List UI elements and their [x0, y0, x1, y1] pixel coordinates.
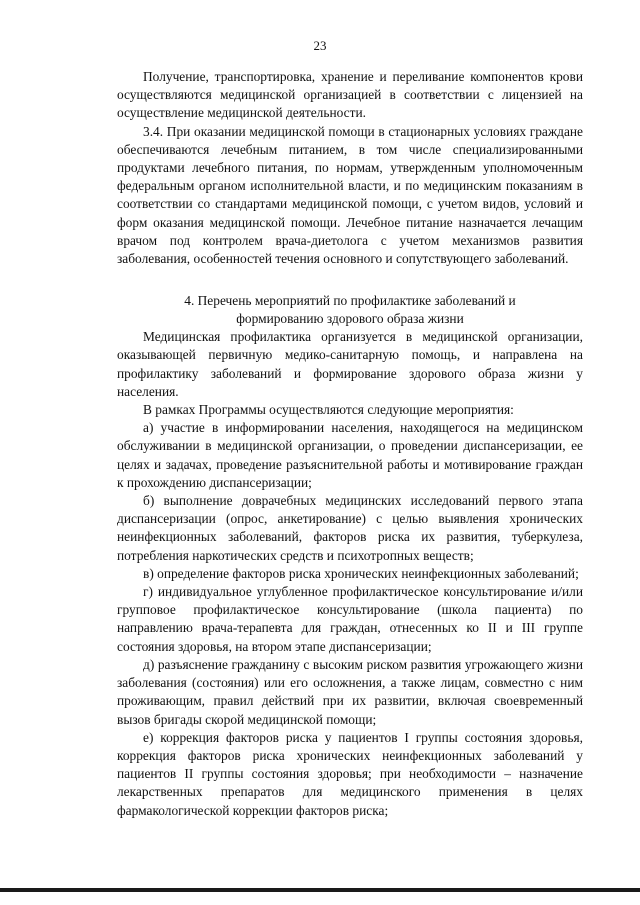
list-item-e: е) коррекция факторов риска у пациентов I группы состояния здоровья, коррекция факторов риска хронических неинфекционных заболеваний у пациентов II группы состояния здоровья; при необходимости – назначение лекарственных препаратов для медицинского применения в целях фармакологической коррекции факторов риска;	[117, 729, 583, 818]
paragraph-blood-components: Получение, транспортировка, хранение и переливание компонентов крови осуществляются медицинской организацией в соответствии с лицензией на осуществление медицинской деятельности.	[117, 69, 583, 121]
section-heading-line-1: 4. Перечень мероприятий по профилактике заболеваний и	[184, 293, 516, 309]
list-item-a: а) участие в информировании населения, находящегося на медицинском обслуживании в медицинской организации, о проведении диспансеризации, ее целях и задачах, проведение разъяснительной работы и мотивирование граждан к прохождению диспансеризации;	[117, 420, 583, 490]
paragraph-measures-intro: В рамках Программы осуществляются следующие мероприятия:	[143, 402, 514, 418]
section-body	[117, 328, 583, 819]
section-heading-line-2: формированию здорового образа жизни	[236, 311, 464, 327]
list-item-d: д) разъяснение гражданину с высоким риском развития угрожающего жизни заболевания (состояния) или его осложнения, а также лицам, совместно с ним проживающим, правил действий при их развитии, включая своевременный вызов бригады скорой медицинской помощи;	[117, 656, 583, 727]
paragraph-3-4-clinical-nutrition: 3.4. При оказании медицинской помощи в стационарных условиях граждане обеспечиваются лечебным питанием, в том числе специализированными продуктами лечебного питания, по нормам, утвержденным уполномоченным федеральным органом исполнительной власти, и по медицинским показаниям в соответствии со стандартами медицинской помощи, с учетом видов, условий и форм оказания медицинской помощи. Лечебное питание назначается лечащим врачом под контролем врача-диетолога с учетом механизмов развития заболевания, особенностей течения основного и сопутствующего заболеваний.	[117, 123, 583, 267]
document-body	[117, 68, 583, 820]
intro-block	[117, 68, 583, 268]
section-heading	[117, 292, 583, 328]
list-item-g: г) индивидуальное углубленное профилактическое консультирование и/или групповое профилактическое консультирование (школа пациента) по направлению врача-терапевта для граждан, отнесенных ко II и III группе состояния здоровья, на втором этапе диспансеризации;	[117, 584, 583, 654]
bottom-scan-edge	[0, 888, 640, 892]
page-number: 23	[313, 38, 327, 53]
paragraph-medical-prevention: Медицинская профилактика организуется в медицинской организации, оказывающей первичную медико-санитарную помощь, и направлена на профилактику заболеваний и формирование здорового образа жизни у населения.	[117, 329, 583, 399]
list-item-b: б) выполнение доврачебных медицинских исследований первого этапа диспансеризации (опрос, анкетирование) с целью выявления хронических неинфекционных заболеваний, факторов риска их развития, туберкулеза, потребления наркотических средств и психотропных веществ;	[117, 493, 583, 563]
list-item-v: в) определение факторов риска хронических неинфекционных заболеваний;	[143, 565, 579, 581]
